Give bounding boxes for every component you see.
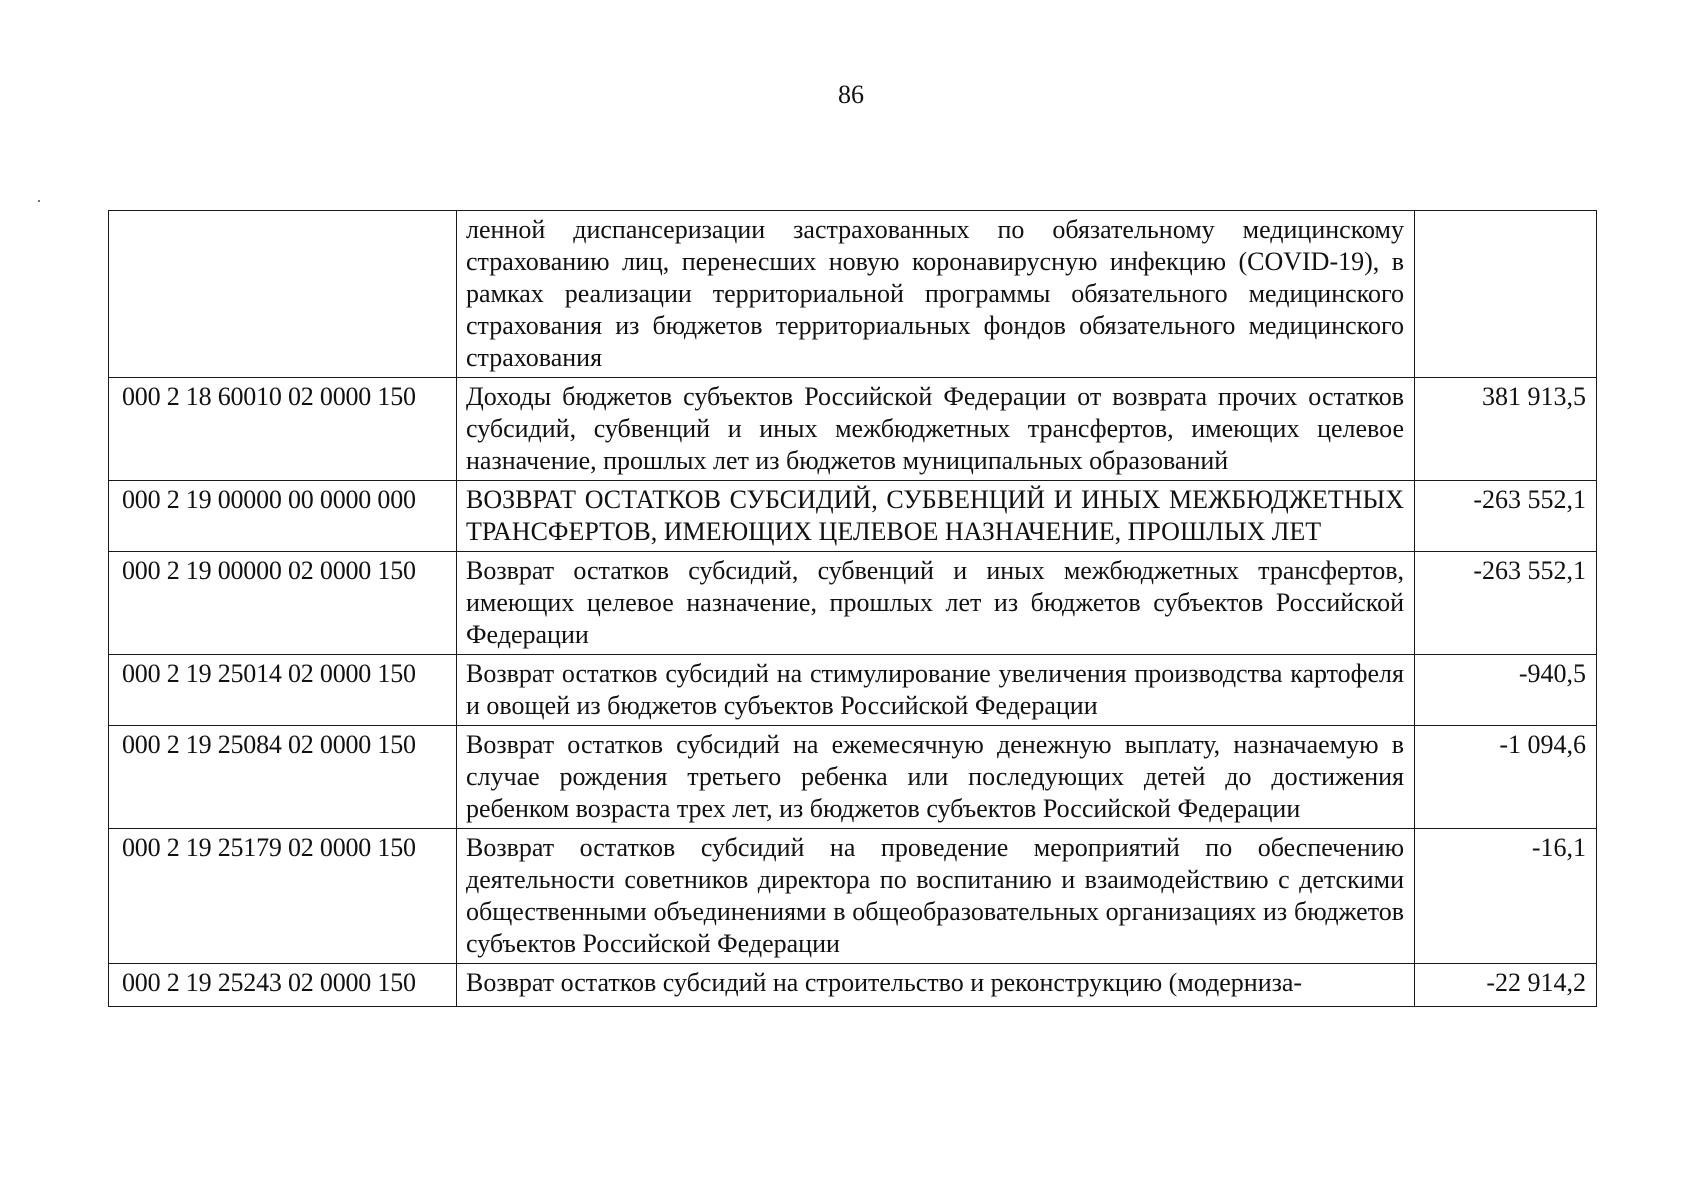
item-name-cell: Возврат остатков субсидий на проведение мероприятий по обеспечению деятельности советников директора по воспитанию и взаимодействию с детскими общественными объединениями в общеобразовательных организациях из бюджетов субъектов Российской Федерации <box>457 829 1415 964</box>
item-name-cell: Возврат остатков субсидий, субвенций и иных межбюджетных трансфертов, имеющих целевое назначение, прошлых лет из бюджетов субъектов Российской Федерации <box>457 552 1415 655</box>
table-row <box>109 552 1597 655</box>
budget-code-cell: 000 2 19 25014 02 0000 150 <box>109 655 457 726</box>
budget-code-cell: 000 2 19 25084 02 0000 150 <box>109 726 457 829</box>
amount-cell: -940,5 <box>1415 655 1597 726</box>
budget-code-cell: 000 2 19 25243 02 0000 150 <box>109 964 457 1007</box>
amount-cell: -1 094,6 <box>1415 726 1597 829</box>
amount-cell: 381 913,5 <box>1415 378 1597 481</box>
table-row <box>109 726 1597 829</box>
item-name-cell: Возврат остатков субсидий на ежемесячную денежную выплату, назначаемую в случае рождения третьего ребенка или последующих детей до достижения ребенком возраста трех лет, из бюджетов субъектов Российской Федерации <box>457 726 1415 829</box>
page-number: 86 <box>838 80 864 109</box>
budget-revenue-table <box>108 210 1597 1007</box>
amount-cell: -22 914,2 <box>1415 964 1597 1007</box>
scan-speck <box>38 200 40 202</box>
item-name-cell: Возврат остатков субсидий на строительство и реконструкцию (модерниза- <box>457 964 1415 1007</box>
table-row <box>109 655 1597 726</box>
budget-code-cell: 000 2 19 25179 02 0000 150 <box>109 829 457 964</box>
table-row <box>109 829 1597 964</box>
budget-code-cell <box>109 211 457 378</box>
item-name-cell: ВОЗВРАТ ОСТАТКОВ СУБСИДИЙ, СУБВЕНЦИЙ И ИНЫХ МЕЖБЮДЖЕТНЫХ ТРАНСФЕРТОВ, ИМЕЮЩИХ ЦЕЛЕВОЕ НАЗНАЧЕНИЕ, ПРОШЛЫХ ЛЕТ <box>457 481 1415 552</box>
item-name-cell: Доходы бюджетов субъектов Российской Федерации от возврата прочих остатков субсидий, субвенций и иных межбюджетных трансфертов, имеющих целевое назначение, прошлых лет из бюджетов муниципальных образований <box>457 378 1415 481</box>
item-name-cell: ленной диспансеризации застрахованных по обязательному медицинскому страхованию лиц, перенесших новую коронавирусную инфекцию (COVID-19), в рамках реализации территориальной программы обязательного медицинского страхования из бюджетов территориальных фондов обязательного медицинского страхования <box>457 211 1415 378</box>
amount-cell <box>1415 211 1597 378</box>
budget-code-cell: 000 2 19 00000 02 0000 150 <box>109 552 457 655</box>
budget-code-cell: 000 2 18 60010 02 0000 150 <box>109 378 457 481</box>
item-name-cell: Возврат остатков субсидий на стимулирование увеличения производства картофеля и овощей из бюджетов субъектов Российской Федерации <box>457 655 1415 726</box>
table-row <box>109 211 1597 378</box>
amount-cell: -16,1 <box>1415 829 1597 964</box>
table-row <box>109 964 1597 1007</box>
amount-cell: -263 552,1 <box>1415 552 1597 655</box>
amount-cell: -263 552,1 <box>1415 481 1597 552</box>
budget-code-cell: 000 2 19 00000 00 0000 000 <box>109 481 457 552</box>
table-row <box>109 481 1597 552</box>
table-row <box>109 378 1597 481</box>
